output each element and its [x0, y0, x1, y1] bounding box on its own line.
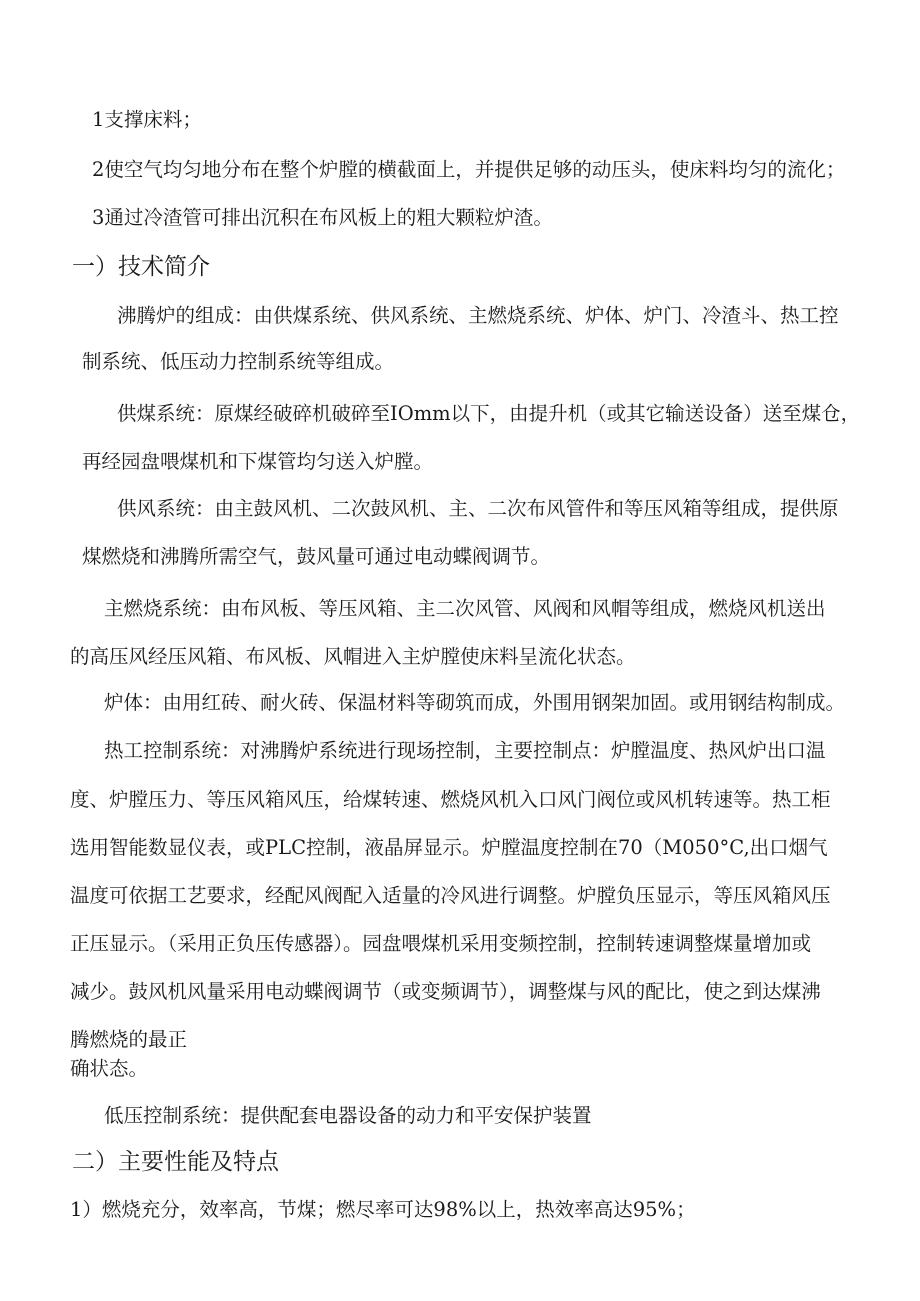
- paragraph-thermal-control-line-8: 确状态。: [70, 1057, 149, 1080]
- paragraph-coal-supply-line-2: 再经园盘喂煤机和下煤管均匀送入炉膛。: [82, 450, 434, 473]
- paragraph-main-combustion-line-2: 的高压风经压风箱、布风板、风帽进入主炉膛使床料呈流化状态。: [70, 645, 636, 668]
- paragraph-low-voltage: 低压控制系统：提供配套电器设备的动力和平安保护装置: [104, 1104, 592, 1127]
- paragraph-thermal-control-line-5: 正压显示。（采用正负压传感器）。园盘喂煤机采用变频控制，控制转速调整煤量增加或: [70, 932, 812, 955]
- paragraph-furnace-body: 炉体：由用红砖、耐火砖、保温材料等砌筑而成，外围用钢架加固。或用钢结构制成。: [104, 691, 846, 714]
- paragraph-air-supply-line-1: 供风系统：由主鼓风机、二次鼓风机、主、二次布风管件和等压风箱等组成，提供原: [117, 497, 839, 520]
- paragraph-coal-supply-line-1: 供煤系统：原煤经破碎机破碎至IOmm以下，由提升机（或其它输送设备）送至煤仓，: [117, 402, 861, 425]
- performance-item-1: 1）燃烧充分，效率高，节煤；燃尽率可达98%以上，热效率高达95%；: [70, 1198, 696, 1221]
- paragraph-thermal-control-line-1: 热工控制系统：对沸腾炉系统进行现场控制，主要控制点：炉膛温度、热风炉出口温: [104, 739, 826, 762]
- section-heading-main-performance: 二）主要性能及特点: [72, 1149, 279, 1175]
- paragraph-main-combustion-line-1: 主燃烧系统：由布风板、等压风箱、主二次风管、风阀和风帽等组成，燃烧风机送出: [104, 597, 826, 620]
- section-heading-technical-intro: 一）技术简介: [72, 254, 210, 280]
- paragraph-thermal-control-line-6: 减少。鼓风机风量采用电动蝶阀调节（或变频调节），调整煤与风的配比，使之到达煤沸: [70, 980, 821, 1003]
- paragraph-thermal-control-line-4: 温度可依据工艺要求，经配风阀配入适量的冷风进行调整。炉膛负压显示，等压风箱风压: [70, 884, 831, 907]
- list-item-3: 3通过冷渣管可排出沉积在布风板上的粗大颗粒炉渣。: [92, 206, 553, 229]
- paragraph-air-supply-line-2: 煤燃烧和沸腾所需空气，鼓风量可通过电动蝶阀调节。: [82, 545, 551, 568]
- paragraph-thermal-control-line-3: 选用智能数显仪表，或PLC控制，液晶屏显示。炉膛温度控制在70（M050°C,出口烟气: [70, 836, 828, 859]
- paragraph-thermal-control-line-7: 腾燃烧的最正: [70, 1028, 188, 1051]
- list-item-1: 1支撑床料；: [92, 108, 202, 131]
- paragraph-composition-line-2: 制系统、低压动力控制系统等组成。: [82, 350, 395, 373]
- list-item-2: 2使空气均匀地分布在整个炉膛的横截面上，并提供足够的动压头，使床料均匀的流化；: [92, 158, 846, 181]
- paragraph-composition-line-1: 沸腾炉的组成：由供煤系统、供风系统、主燃烧系统、炉体、炉门、冷渣斗、热工控: [117, 304, 839, 327]
- paragraph-thermal-control-line-2: 度、炉膛压力、等压风箱风压，给煤转速、燃烧风机入口风门阀位或风机转速等。热工柜: [70, 788, 831, 811]
